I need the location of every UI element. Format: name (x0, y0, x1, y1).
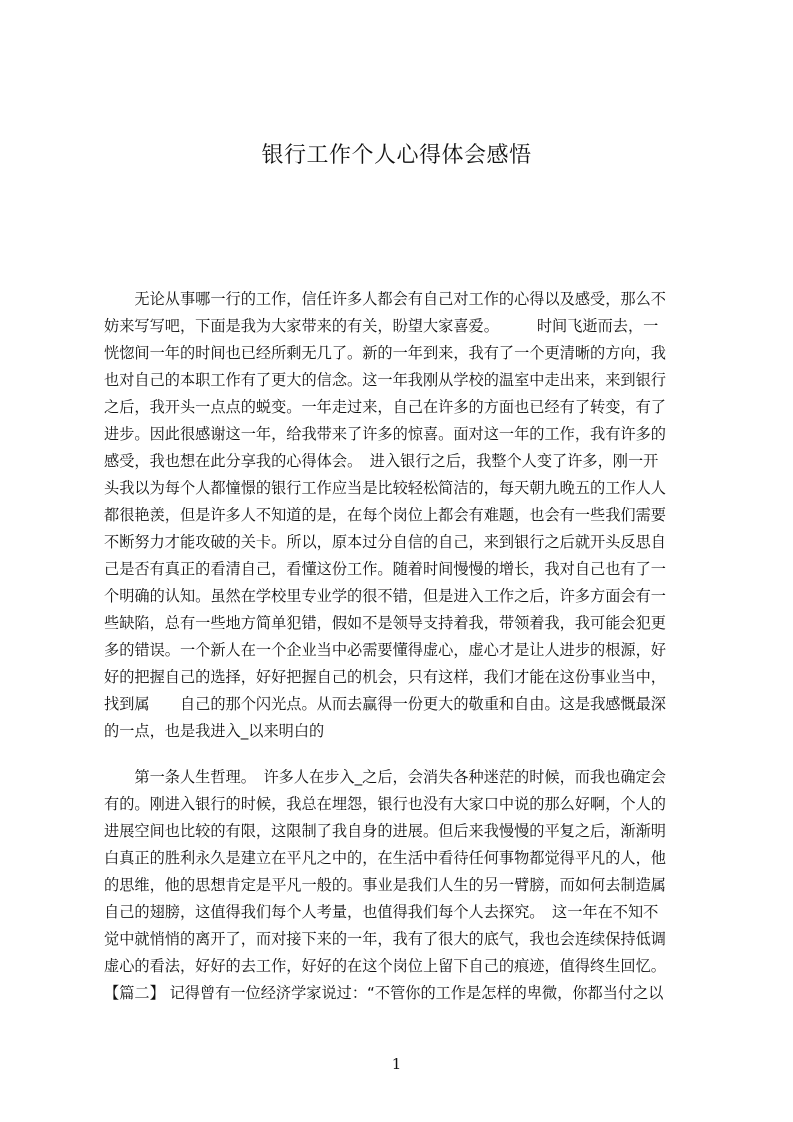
paragraph-line: 的一点，也是我进入_以来明白的 (104, 722, 325, 740)
paragraph-line: 之后，我开头一点点的蜕变。一年走过来，自己在许多的方面也已经有了转变，有了 (104, 398, 666, 416)
paragraph-line: 无论从事哪一行的工作，信任许多人都会有自己对工作的心得以及感受，那么不 (104, 290, 666, 308)
paragraph-line: 白真正的胜利永久是建立在平凡之中的，在生活中看待任何事物都觉得平凡的人，他 (104, 849, 666, 867)
page-number: 1 (391, 1055, 402, 1073)
paragraph-line: 都很艳羡，但是许多人不知道的是，在每个岗位上都会有难题，也会有一些我们需要 (104, 506, 666, 524)
paragraph-line: 有的。刚进入银行的时候，我总在埋怨，银行也没有大家口中说的那么好啊，个人的 (104, 795, 666, 813)
paragraph-line: 多的错误。一个新人在一个企业当中必需要懂得虚心，虚心才是让人进步的根源，好 (104, 641, 666, 659)
paragraph-1 (104, 286, 700, 745)
paragraph-line: 的思维，他的思想肯定是平凡一般的。事业是我们人生的另一臂膀，而如何去制造属 (104, 876, 666, 894)
paragraph-line: 虚心的看法，好好的去工作，好好的在这个岗位上留下自己的痕迹，值得终生回忆。 (104, 957, 666, 975)
paragraph-line: 感受，我也想在此分享我的心得体会。 进入银行之后，我整个人变了许多，刚一开 (104, 452, 659, 470)
paragraph-line: 进展空间也比较的有限，这限制了我自身的进展。但后来我慢慢的平复之后，渐渐明 (104, 822, 666, 840)
paragraph-line: 不断努力才能攻破的关卡。所以，原本过分自信的自己，来到银行之后就开头反思自 (104, 533, 666, 551)
paragraph-line: 己是否有真正的看清自己，看懂这份工作。随着时间慢慢的增长，我对自己也有了一 (104, 560, 666, 578)
paragraph-2 (104, 764, 700, 1007)
paragraph-line: 妨来写写吧，下面是我为大家带来的有关，盼望大家喜爱。 时间飞逝而去，一 (104, 317, 659, 335)
document-title: 银行工作个人心得体会感悟 (261, 143, 532, 168)
paragraph-line: 些缺陷，总有一些地方简单犯错，假如不是领导支持着我，带领着我，我可能会犯更 (104, 614, 666, 632)
paragraph-line: 第一条人生哲理。 许多人在步入_之后，会消失各种迷茫的时候，而我也确定会 (104, 768, 666, 786)
paragraph-line: 头我以为每个人都憧憬的银行工作应当是比较轻松简洁的，每天朝九晚五的工作人人 (104, 479, 666, 497)
paragraph-line: 自己的翅膀，这值得我们每个人考量，也值得我们每个人去探究。 这一年在不知不 (104, 903, 659, 921)
paragraph-line: 也对自己的本职工作有了更大的信念。这一年我刚从学校的温室中走出来，来到银行 (104, 371, 666, 389)
paragraph-line: 个明确的认知。虽然在学校里专业学的很不错，但是进入工作之后，许多方面会有一 (104, 587, 666, 605)
paragraph-line: 找到属 自己的那个闪光点。从而去赢得一份更大的敬重和自由。这是我感慨最深 (104, 695, 666, 713)
paragraph-line: 进步。因此很感谢这一年，给我带来了许多的惊喜。面对这一年的工作，我有许多的 (104, 425, 666, 443)
paragraph-line: 【篇二】 记得曾有一位经济学家说过：“不管你的工作是怎样的卑微，你都当付之以 (104, 984, 664, 1002)
paragraph-line: 好的把握自己的选择，好好把握自己的机会，只有这样，我们才能在这份事业当中， (104, 668, 666, 686)
paragraph-line: 觉中就悄悄的离开了，而对接下来的一年，我有了很大的底气，我也会连续保持低调 (104, 930, 666, 948)
paragraph-line: 恍惚间一年的时间也已经所剩无几了。新的一年到来，我有了一个更清晰的方向，我 (104, 344, 666, 362)
